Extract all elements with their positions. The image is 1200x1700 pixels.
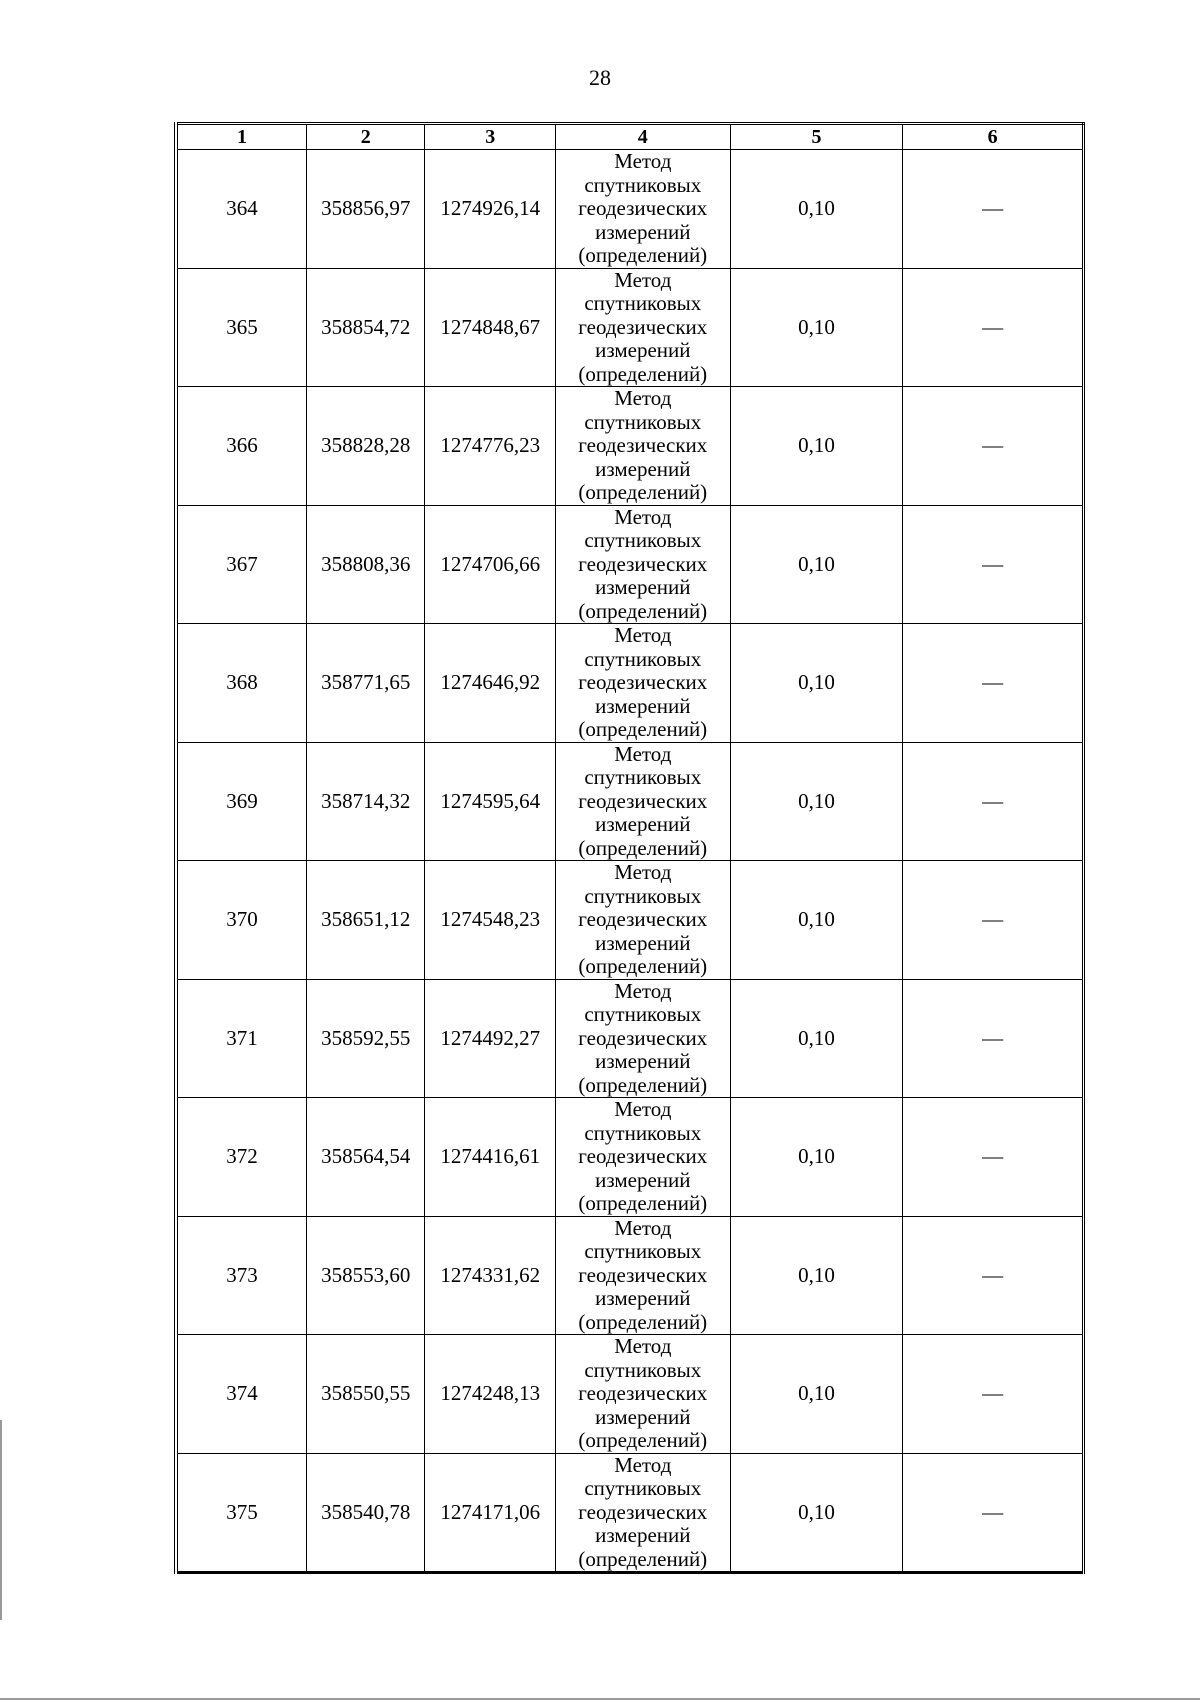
- accuracy-cell: 0,10: [730, 387, 903, 506]
- x-coordinate-cell: 358592,55: [307, 979, 425, 1098]
- point-number-cell: 369: [176, 742, 307, 861]
- y-coordinate-cell: 1274331,62: [425, 1216, 556, 1335]
- accuracy-cell: 0,10: [730, 1453, 903, 1573]
- method-line: геодезических: [578, 196, 708, 220]
- point-number-cell: 364: [176, 150, 307, 269]
- method-line: Метод: [614, 267, 672, 292]
- accuracy-cell: 0,10: [730, 150, 903, 269]
- method-line: Метод: [614, 1097, 672, 1121]
- x-coordinate-cell: 358651,12: [307, 861, 425, 980]
- method-line: измерений: [595, 1523, 691, 1547]
- table-row: [176, 979, 1084, 1098]
- method-cell: [555, 742, 730, 861]
- method-line: (определений): [578, 954, 708, 978]
- method-line: спутниковых: [584, 528, 702, 552]
- table-row: [176, 150, 1084, 269]
- method-line: (определений): [578, 243, 708, 267]
- method-line: спутниковых: [584, 291, 702, 315]
- method-cell: [555, 1453, 730, 1573]
- method-line: измерений: [595, 338, 691, 362]
- column-header-1: 1: [176, 124, 307, 150]
- column-header-4: 4: [555, 124, 730, 150]
- method-line: (определений): [578, 598, 708, 623]
- method-line: измерений: [595, 1049, 691, 1073]
- method-line: (определений): [578, 1309, 708, 1334]
- method-line: измерений: [595, 456, 691, 481]
- method-line: спутниковых: [584, 1239, 702, 1263]
- y-coordinate-cell: 1274926,14: [425, 150, 556, 269]
- x-coordinate-cell: 358828,28: [307, 387, 425, 506]
- method-line: Метод: [614, 1452, 672, 1477]
- method-line: (определений): [578, 361, 708, 386]
- table-row: [176, 624, 1084, 743]
- description-cell: —: [903, 742, 1084, 861]
- description-cell: —: [903, 861, 1084, 980]
- point-number-cell: 373: [176, 1216, 307, 1335]
- method-line: геодезических: [578, 1025, 708, 1050]
- y-coordinate-cell: 1274416,61: [425, 1098, 556, 1217]
- coordinates-table: [174, 122, 1085, 1574]
- method-line: спутниковых: [584, 765, 702, 789]
- x-coordinate-cell: 358540,78: [307, 1453, 425, 1573]
- accuracy-cell: 0,10: [730, 861, 903, 980]
- scan-edge-left: [0, 1420, 2, 1620]
- y-coordinate-cell: 1274706,66: [425, 505, 556, 624]
- y-coordinate-cell: 1274646,92: [425, 624, 556, 743]
- x-coordinate-cell: 358854,72: [307, 268, 425, 387]
- accuracy-cell: 0,10: [730, 268, 903, 387]
- description-cell: —: [903, 150, 1084, 269]
- method-cell: [555, 624, 730, 743]
- table-body: [176, 150, 1084, 1573]
- accuracy-cell: 0,10: [730, 1335, 903, 1454]
- point-number-cell: 375: [176, 1453, 307, 1573]
- table-row: [176, 1335, 1084, 1454]
- table-row: [176, 387, 1084, 506]
- method-line: геодезических: [578, 907, 708, 931]
- accuracy-cell: 0,10: [730, 742, 903, 861]
- method-line: (определений): [578, 480, 708, 504]
- method-cell: [555, 979, 730, 1098]
- method-line: геодезических: [578, 1381, 708, 1405]
- description-cell: —: [903, 1335, 1084, 1454]
- method-line: (определений): [578, 1546, 708, 1571]
- method-line: измерений: [595, 930, 691, 955]
- table-row: [176, 1098, 1084, 1217]
- accuracy-cell: 0,10: [730, 1098, 903, 1217]
- description-cell: —: [903, 505, 1084, 624]
- x-coordinate-cell: 358808,36: [307, 505, 425, 624]
- method-line: спутниковых: [584, 646, 702, 671]
- column-header-2: 2: [307, 124, 425, 150]
- header-row: [176, 124, 1084, 150]
- method-line: Метод: [614, 386, 672, 410]
- method-line: (определений): [578, 1072, 708, 1097]
- method-line: геодезических: [578, 788, 708, 813]
- method-line: Метод: [614, 504, 672, 529]
- y-coordinate-cell: 1274492,27: [425, 979, 556, 1098]
- method-line: геодезических: [578, 670, 708, 694]
- method-cell: [555, 861, 730, 980]
- table-row: [176, 268, 1084, 387]
- y-coordinate-cell: 1274171,06: [425, 1453, 556, 1573]
- method-line: спутниковых: [584, 1476, 702, 1500]
- method-line: Метод: [614, 1215, 672, 1240]
- accuracy-cell: 0,10: [730, 979, 903, 1098]
- method-line: (определений): [578, 1428, 708, 1452]
- method-line: геодезических: [578, 1499, 708, 1524]
- method-line: спутниковых: [584, 1120, 702, 1145]
- column-header-6: 6: [903, 124, 1084, 150]
- x-coordinate-cell: 358553,60: [307, 1216, 425, 1335]
- table-row: [176, 505, 1084, 624]
- method-line: спутниковых: [584, 883, 702, 908]
- x-coordinate-cell: 358771,65: [307, 624, 425, 743]
- x-coordinate-cell: 358550,55: [307, 1335, 425, 1454]
- method-line: измерений: [595, 1404, 691, 1429]
- x-coordinate-cell: 358714,32: [307, 742, 425, 861]
- method-line: спутниковых: [584, 1357, 702, 1382]
- method-line: спутниковых: [584, 172, 702, 197]
- y-coordinate-cell: 1274595,64: [425, 742, 556, 861]
- method-cell: [555, 150, 730, 269]
- column-header-3: 3: [425, 124, 556, 150]
- y-coordinate-cell: 1274776,23: [425, 387, 556, 506]
- method-line: геодезических: [578, 551, 708, 576]
- point-number-cell: 372: [176, 1098, 307, 1217]
- point-number-cell: 370: [176, 861, 307, 980]
- description-cell: —: [903, 979, 1084, 1098]
- point-number-cell: 368: [176, 624, 307, 743]
- method-cell: [555, 268, 730, 387]
- method-line: измерений: [595, 812, 691, 836]
- column-header-5: 5: [730, 124, 903, 150]
- description-cell: —: [903, 268, 1084, 387]
- y-coordinate-cell: 1274548,23: [425, 861, 556, 980]
- y-coordinate-cell: 1274248,13: [425, 1335, 556, 1454]
- method-line: геодезических: [578, 1144, 708, 1168]
- method-cell: [555, 1335, 730, 1454]
- method-line: геодезических: [578, 1262, 708, 1287]
- method-cell: [555, 505, 730, 624]
- method-line: Метод: [614, 741, 672, 766]
- x-coordinate-cell: 358856,97: [307, 150, 425, 269]
- description-cell: —: [903, 387, 1084, 506]
- method-line: геодезических: [578, 314, 708, 339]
- method-line: Метод: [614, 1334, 672, 1358]
- description-cell: —: [903, 1453, 1084, 1573]
- table-row: [176, 742, 1084, 861]
- table-row: [176, 861, 1084, 980]
- table-row: [176, 1216, 1084, 1335]
- method-cell: [555, 1216, 730, 1335]
- method-cell: [555, 1098, 730, 1217]
- accuracy-cell: 0,10: [730, 1216, 903, 1335]
- table-row: [176, 1453, 1084, 1573]
- method-line: Метод: [614, 623, 672, 647]
- method-line: измерений: [595, 1286, 691, 1310]
- point-number-cell: 365: [176, 268, 307, 387]
- point-number-cell: 367: [176, 505, 307, 624]
- method-line: (определений): [578, 717, 708, 741]
- point-number-cell: 371: [176, 979, 307, 1098]
- method-line: измерений: [595, 693, 691, 718]
- method-line: спутниковых: [584, 1002, 702, 1026]
- accuracy-cell: 0,10: [730, 505, 903, 624]
- method-line: (определений): [578, 835, 708, 860]
- description-cell: —: [903, 1098, 1084, 1217]
- description-cell: —: [903, 1216, 1084, 1335]
- method-line: Метод: [614, 149, 672, 173]
- x-coordinate-cell: 358564,54: [307, 1098, 425, 1217]
- page-number: 28: [589, 65, 611, 90]
- accuracy-cell: 0,10: [730, 624, 903, 743]
- description-cell: —: [903, 624, 1084, 743]
- method-line: измерений: [595, 219, 691, 244]
- y-coordinate-cell: 1274848,67: [425, 268, 556, 387]
- method-line: геодезических: [578, 433, 708, 457]
- point-number-cell: 366: [176, 387, 307, 506]
- method-line: Метод: [614, 978, 672, 1003]
- point-number-cell: 374: [176, 1335, 307, 1454]
- method-cell: [555, 387, 730, 506]
- method-line: Метод: [614, 860, 672, 884]
- method-line: (определений): [578, 1191, 708, 1215]
- method-line: спутниковых: [584, 409, 702, 434]
- method-line: измерений: [595, 575, 691, 599]
- method-line: измерений: [595, 1167, 691, 1192]
